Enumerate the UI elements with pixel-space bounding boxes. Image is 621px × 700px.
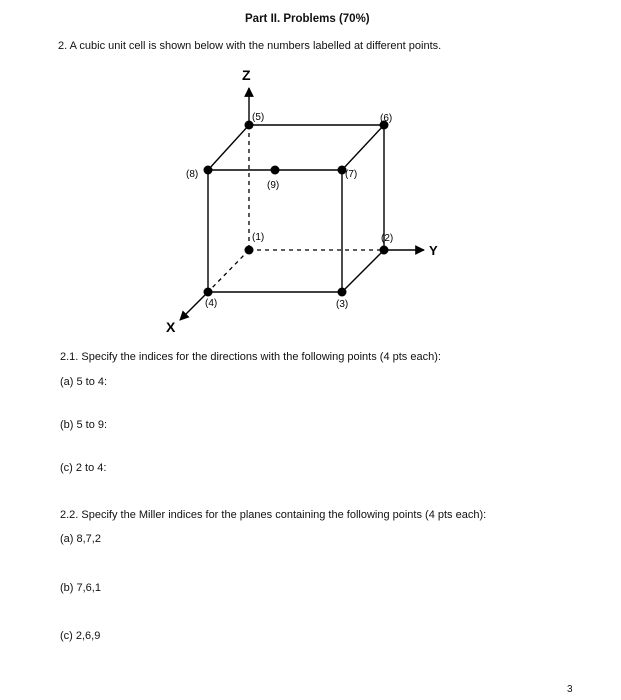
x-axis-label: X	[166, 319, 176, 335]
problem-intro: 2. A cubic unit cell is shown below with the numbers labelled at different points.	[58, 40, 442, 52]
point-2-label: (2)	[381, 233, 394, 244]
hidden-edge-left-bottom	[208, 250, 249, 292]
page-title: Part II. Problems (70%)	[245, 13, 370, 25]
point-9-dot	[271, 166, 280, 175]
question-2-2-c: (c) 2,6,9	[60, 630, 101, 642]
section-2-2-heading: 2.2. Specify the Miller indices for the planes containing the following points (4 pts each):	[60, 509, 487, 521]
y-axis-label: Y	[429, 243, 438, 258]
point-8-label: (8)	[186, 169, 199, 180]
point-1-dot	[245, 246, 254, 255]
point-4-label: (4)	[205, 298, 218, 309]
question-2-2-b: (b) 7,6,1	[60, 582, 101, 594]
question-2-1-c: (c) 2 to 4:	[60, 462, 107, 474]
point-4-dot	[204, 288, 213, 297]
edge-bottom-right	[342, 250, 384, 292]
point-8-dot	[204, 166, 213, 175]
section-2-1-heading: 2.1. Specify the indices for the directions with the following points (4 pts each):	[60, 351, 441, 363]
point-3-dot	[338, 288, 347, 297]
z-axis-label: Z	[242, 67, 251, 83]
question-2-2-a: (a) 8,7,2	[60, 533, 101, 545]
point-3-label: (3)	[336, 299, 349, 310]
point-5-label: (5)	[252, 112, 265, 123]
x-axis-arrow	[180, 292, 208, 320]
edge-top-right	[342, 125, 384, 170]
question-2-1-b: (b) 5 to 9:	[60, 419, 108, 431]
question-2-1-a: (a) 5 to 4:	[60, 376, 108, 388]
point-9-label: (9)	[267, 180, 280, 191]
page-number: 3	[567, 684, 573, 695]
edge-top-left	[208, 125, 249, 170]
point-7-label: (7)	[345, 169, 358, 180]
point-2-dot	[380, 246, 389, 255]
point-1-label: (1)	[252, 232, 265, 243]
point-6-label: (6)	[380, 113, 393, 124]
